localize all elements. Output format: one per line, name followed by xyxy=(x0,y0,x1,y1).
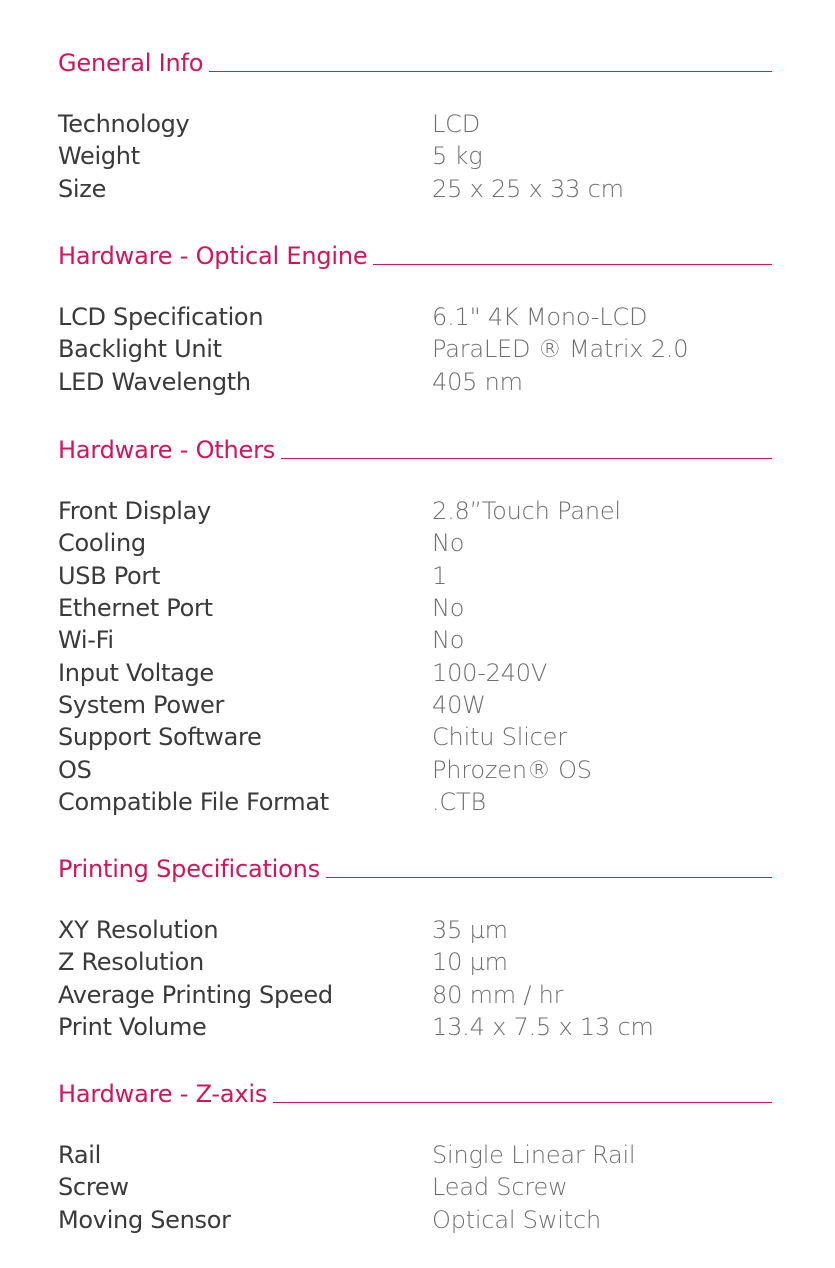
section-general-info xyxy=(58,44,772,205)
spec-list xyxy=(58,301,772,398)
section-header xyxy=(58,44,772,78)
spec-list xyxy=(58,495,772,818)
spec-value: No xyxy=(432,529,465,558)
spec-row xyxy=(58,786,772,818)
spec-label: Ethernet Port xyxy=(58,594,213,623)
spec-row xyxy=(58,333,772,365)
spec-label: Cooling xyxy=(58,529,146,558)
spec-list xyxy=(58,1139,772,1236)
spec-value: Optical Switch xyxy=(432,1205,601,1234)
spec-list xyxy=(58,914,772,1043)
spec-label: System Power xyxy=(58,690,225,719)
spec-label: XY Resolution xyxy=(58,916,219,945)
spec-row xyxy=(58,656,772,688)
spec-label: Input Voltage xyxy=(58,658,214,687)
section-header xyxy=(58,431,772,465)
spec-value: LCD xyxy=(432,110,481,139)
section-header xyxy=(58,1075,772,1109)
spec-row xyxy=(58,1171,772,1203)
spec-value: 2.8”Touch Panel xyxy=(432,497,621,526)
spec-value: 13.4 x 7.5 x 13 cm xyxy=(432,1013,654,1042)
spec-value: 25 x 25 x 33 cm xyxy=(432,174,624,203)
spec-value: 405 nm xyxy=(432,367,523,396)
spec-row xyxy=(58,1011,772,1043)
spec-label: Average Printing Speed xyxy=(58,980,333,1009)
spec-label: Size xyxy=(58,174,107,203)
spec-value: 5 kg xyxy=(432,142,483,171)
section-divider xyxy=(326,877,772,878)
spec-value: 1 xyxy=(432,561,448,590)
spec-label: Weight xyxy=(58,142,140,171)
spec-row xyxy=(58,624,772,656)
section-title: Hardware - Optical Engine xyxy=(58,242,368,270)
spec-label: Compatible File Format xyxy=(58,787,329,816)
spec-value: 6.1" 4K Mono-LCD xyxy=(432,303,648,332)
spec-row xyxy=(58,689,772,721)
section-title: General Info xyxy=(58,49,204,77)
spec-row xyxy=(58,1139,772,1171)
spec-row xyxy=(58,140,772,172)
spec-value: 100-240V xyxy=(432,658,548,687)
spec-label: USB Port xyxy=(58,561,161,590)
spec-value: ParaLED ® Matrix 2.0 xyxy=(432,335,689,364)
section-optical-engine xyxy=(58,237,772,398)
spec-label: Rail xyxy=(58,1141,101,1170)
spec-row xyxy=(58,560,772,592)
spec-label: Wi-Fi xyxy=(58,626,114,655)
spec-label: Technology xyxy=(58,110,190,139)
spec-row xyxy=(58,108,772,140)
spec-value: Chitu Slicer xyxy=(432,723,567,752)
spec-value: 35 µm xyxy=(432,916,508,945)
section-printing-specifications xyxy=(58,850,772,1043)
section-z-axis xyxy=(58,1075,772,1236)
section-title: Printing Specifications xyxy=(58,855,320,883)
spec-label: LED Wavelength xyxy=(58,367,251,396)
spec-row xyxy=(58,979,772,1011)
section-hardware-others xyxy=(58,431,772,818)
section-title: Hardware - Others xyxy=(58,436,276,464)
spec-row xyxy=(58,914,772,946)
spec-row xyxy=(58,946,772,978)
spec-value: No xyxy=(432,626,465,655)
spec-row xyxy=(58,173,772,205)
section-divider xyxy=(373,264,772,265)
spec-value: .CTB xyxy=(432,787,486,816)
spec-list xyxy=(58,108,772,205)
spec-label: Support Software xyxy=(58,723,262,752)
spec-row xyxy=(58,301,772,333)
spec-label: Backlight Unit xyxy=(58,335,222,364)
spec-row xyxy=(58,721,772,753)
section-header xyxy=(58,850,772,884)
spec-value: Single Linear Rail xyxy=(432,1141,636,1170)
spec-label: Screw xyxy=(58,1173,129,1202)
spec-label: LCD Specification xyxy=(58,303,264,332)
spec-label: Front Display xyxy=(58,497,211,526)
spec-value: No xyxy=(432,594,465,623)
spec-row xyxy=(58,366,772,398)
spec-label: Print Volume xyxy=(58,1013,207,1042)
spec-row xyxy=(58,527,772,559)
spec-row xyxy=(58,1204,772,1236)
section-title: Hardware - Z-axis xyxy=(58,1080,268,1108)
spec-value: Phrozen® OS xyxy=(432,755,592,784)
section-divider xyxy=(273,1102,772,1103)
section-divider xyxy=(281,458,772,459)
spec-row xyxy=(58,495,772,527)
spec-value: 80 mm / hr xyxy=(432,980,564,1009)
spec-label: OS xyxy=(58,755,92,784)
spec-row xyxy=(58,592,772,624)
spec-value: 10 µm xyxy=(432,948,508,977)
spec-label: Moving Sensor xyxy=(58,1205,231,1234)
spec-row xyxy=(58,753,772,785)
spec-value: Lead Screw xyxy=(432,1173,568,1202)
section-divider xyxy=(209,71,772,72)
section-header xyxy=(58,237,772,271)
spec-label: Z Resolution xyxy=(58,948,204,977)
spec-value: 40W xyxy=(432,690,486,719)
